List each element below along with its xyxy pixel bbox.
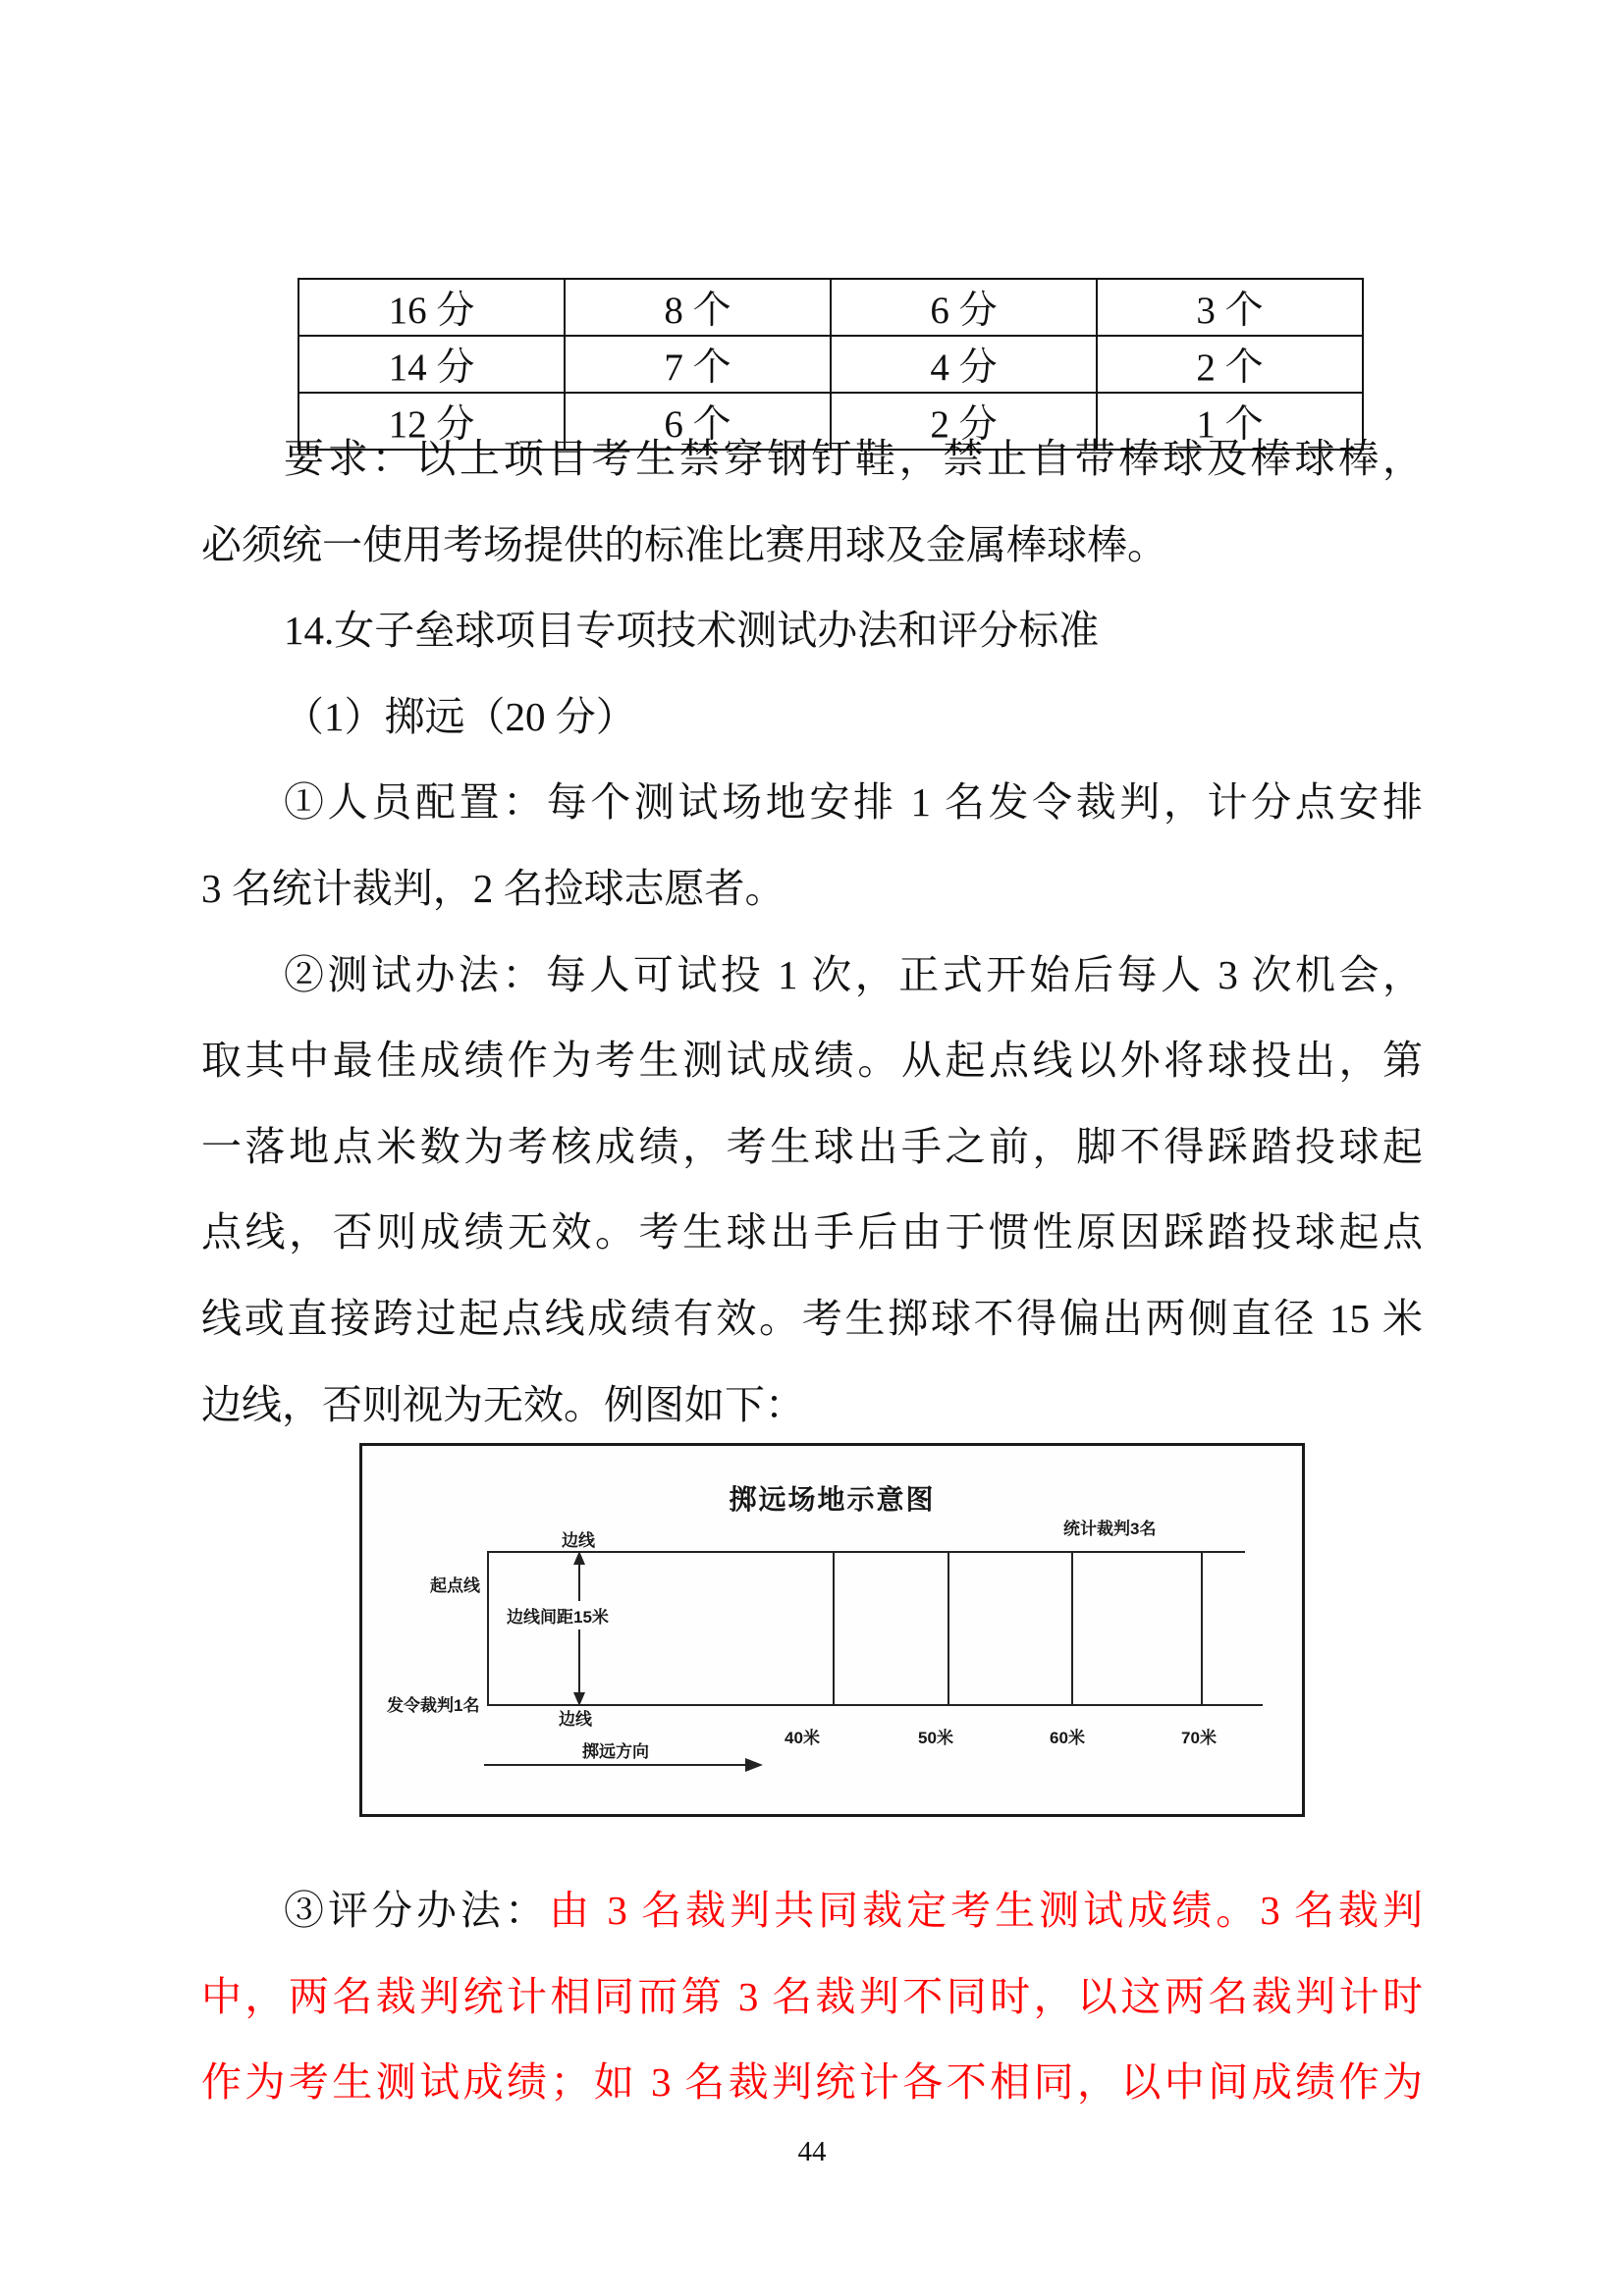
arrow-up-icon <box>573 1551 585 1565</box>
diagram-label-counting-judges: 统计裁判3名 <box>1063 1520 1157 1538</box>
table-cell: 3 个 <box>1097 279 1363 336</box>
table-cell: 14 分 <box>298 336 565 393</box>
table-cell: 16 分 <box>298 279 565 336</box>
body-text-block-2 <box>201 1868 1423 2126</box>
table-cell: 2 个 <box>1097 336 1363 393</box>
body-text: 要求：以上项目考生禁穿钢钉鞋，禁止自带棒球及棒球棒， <box>284 436 1423 481</box>
diagram-label-sideline-bottom: 边线 <box>559 1710 592 1729</box>
text-line <box>201 588 1423 674</box>
emphasized-text: 由 3 名裁判共同裁定考生测试成绩。3 名裁判 <box>549 1888 1424 1933</box>
text-line <box>201 933 1423 1019</box>
diagram-label-sideline-gap: 边线间距15米 <box>503 1601 613 1629</box>
body-text: 取其中最佳成绩作为考生测试成绩。从起点线以外将球投出，第 <box>201 1038 1423 1084</box>
diagram-50m-line <box>947 1551 949 1706</box>
text-line <box>201 1362 1423 1449</box>
body-text: 边线，否则视为无效。例图如下： <box>201 1381 805 1427</box>
page-number: 44 <box>797 2136 827 2167</box>
body-text: 14.女子垒球项目专项技术测试办法和评分标准 <box>284 608 1100 654</box>
text-line <box>201 760 1423 846</box>
arrow-right-icon <box>745 1758 763 1772</box>
body-text: 线或直接跨过起点线成绩有效。考生掷球不得偏出两侧直径 15 米 <box>201 1295 1423 1341</box>
diagram-label-start-line: 起点线 <box>430 1576 480 1595</box>
emphasized-text: 中，两名裁判统计相同而第 3 名裁判不同时，以这两名裁判计时 <box>201 1973 1423 2019</box>
table-cell: 6 个 <box>565 393 831 450</box>
table-cell: 12 分 <box>298 393 565 450</box>
text-line <box>201 416 1423 503</box>
table-cell: 7 个 <box>565 336 831 393</box>
diagram-bottom-sideline <box>487 1704 1263 1706</box>
distance-label: 70米 <box>1181 1729 1217 1747</box>
diagram-start-line <box>487 1551 489 1706</box>
body-text: 3 名统计裁判，2 名捡球志愿者。 <box>201 865 785 911</box>
body-text: ③评分办法： <box>284 1888 550 1933</box>
table-cell: 6 分 <box>831 279 1097 336</box>
distance-label: 60米 <box>1050 1729 1085 1747</box>
table-row <box>298 279 1363 336</box>
text-line <box>201 1868 1423 1954</box>
diagram-label-starter-judge: 发令裁判1名 <box>387 1696 480 1715</box>
arrow-down-icon <box>573 1692 585 1706</box>
text-line <box>201 1276 1423 1362</box>
text-line <box>201 1104 1423 1191</box>
text-line <box>201 846 1423 933</box>
diagram-title: 掷远场地示意图 <box>729 1484 936 1515</box>
throw-field-diagram <box>359 1443 1305 1817</box>
diagram-top-sideline <box>487 1551 1245 1553</box>
body-text: 一落地点米数为考核成绩，考生球出手之前，脚不得踩踏投球起 <box>201 1123 1423 1169</box>
diagram-60m-line <box>1071 1551 1073 1706</box>
diagram-label-sideline-top: 边线 <box>562 1531 595 1550</box>
body-text: ①人员配置：每个测试场地安排 1 名发令裁判，计分点安排 <box>284 779 1423 826</box>
diagram-40m-line <box>833 1551 835 1706</box>
text-line <box>201 2040 1423 2126</box>
body-text: （1）掷远（20 分） <box>284 693 636 739</box>
diagram-70m-line <box>1201 1551 1203 1706</box>
text-line <box>201 1954 1423 2041</box>
table-cell: 2 分 <box>831 393 1097 450</box>
text-line <box>201 1018 1423 1104</box>
distance-label: 40米 <box>785 1729 820 1747</box>
table-cell: 1 个 <box>1097 393 1363 450</box>
table-cell: 4 分 <box>831 336 1097 393</box>
distance-label: 50米 <box>918 1729 953 1747</box>
text-line <box>201 674 1423 761</box>
body-text: ②测试办法：每人可试投 1 次，正式开始后每人 3 次机会， <box>284 951 1423 997</box>
text-line <box>201 503 1423 589</box>
throw-direction-arrow-line <box>484 1764 747 1766</box>
body-text-block-1 <box>201 416 1423 1448</box>
text-line <box>201 1190 1423 1276</box>
body-text: 点线，否则成绩无效。考生球出手后由于惯性原因踩踏投球起点 <box>201 1209 1423 1255</box>
table-cell: 8 个 <box>565 279 831 336</box>
emphasized-text: 作为考生测试成绩；如 3 名裁判统计各不相同，以中间成绩作为 <box>201 2059 1423 2106</box>
table-row <box>298 336 1363 393</box>
body-text: 必须统一使用考场提供的标准比赛用球及金属棒球棒。 <box>201 521 1167 567</box>
diagram-label-throw-direction: 掷远方向 <box>582 1742 649 1761</box>
